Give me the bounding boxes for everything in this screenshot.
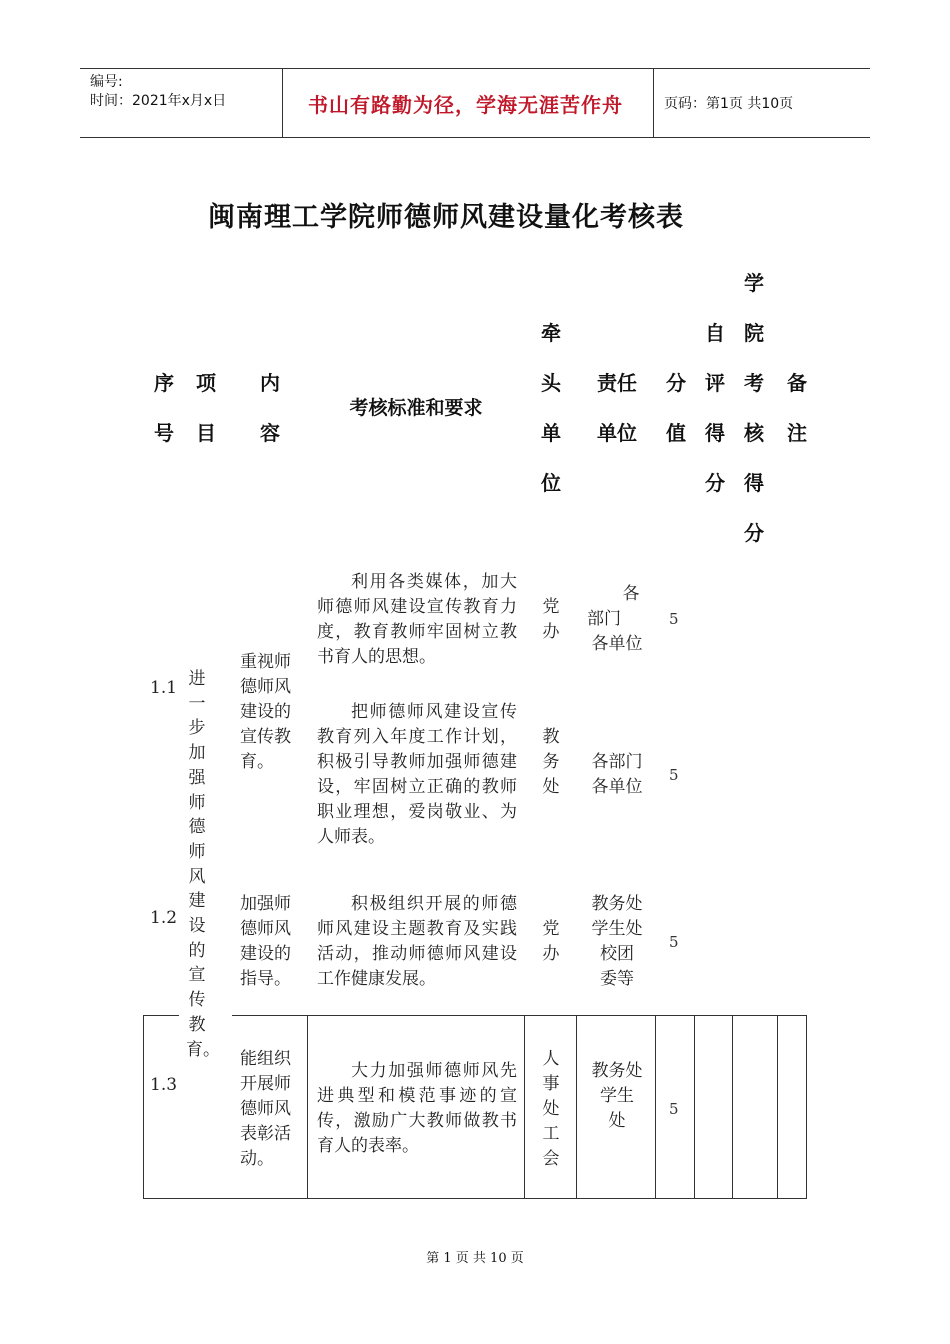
header-divider [653,69,654,137]
header-motto: 书山有路勤为径，学海无涯苦作舟 [308,93,623,117]
col-header-resp-unit: 责任 单位 [597,371,637,445]
document-title: 闽南理工学院师德师风建设量化考核表 [208,202,684,233]
col-header-criteria: 考核标准和要求 [349,397,483,419]
row-content: 加强师德师风建设的指导。 [240,894,291,989]
col-header-content: 内 容 [260,371,280,445]
row-resp-unit: 教务处 学生 处 [591,1061,643,1131]
row-seq: 1.2 [150,908,178,928]
row-content: 重视师德师风建设的宣传教育。 [240,652,291,772]
col-header-self-score: 自 评 得 分 [705,321,725,495]
row-lead-unit: 教务处 [542,727,560,797]
col-header-item: 项 目 [196,371,216,445]
header-meta [90,73,226,111]
row-resp-unit: 各部门 各单位 [591,752,643,797]
row-lead-unit: 党办 [542,919,560,964]
row-score: 5 [669,610,679,628]
header-page-info: 页码：第1页 共10页 [664,96,794,112]
col-header-seq: 序 号 [154,371,174,445]
row-score: 5 [669,1100,679,1118]
row-resp-unit: 各 部门 各单位 [587,584,643,654]
date-label: 时间：2021年x月x日 [90,93,227,109]
row-score: 5 [669,933,679,951]
row-score: 5 [669,766,679,784]
row-criteria: 利用各类媒体，加大师德师风建设宣传教育力度，教育教师牢固树立教书育人的思想。 [317,572,517,667]
doc-number-label: 编号: [90,74,123,90]
col-header-score: 分 值 [666,371,686,445]
col-header-college-score: 学 院 考 核 得 分 [744,271,764,545]
row-lead-unit: 人事处工会 [542,1049,560,1169]
row-resp-unit: 教务处 学生处 校团 委等 [591,894,643,989]
row-criteria: 积极组织开展的师德师风建设主题教育及实践活动，推动师德师风建设工作健康发展。 [317,894,517,989]
row-seq: 1.1 [150,678,178,698]
row-lead-unit: 党办 [542,597,560,642]
category-text: 进一步加强师德师风建设的宣传教育。 [186,669,220,1060]
row-criteria: 大力加强师德师风先进典型和模范事迹的宣传，激励广大教师做教书育人的表率。 [317,1061,517,1156]
page-header [80,68,870,138]
col-header-lead-unit: 牵 头 单 位 [541,321,561,495]
row-criteria: 把师德师风建设宣传教育列入年度工作计划，积极引导教师加强师德建设，牢固树立正确的教师职业理想，爱岗敬业、为人师表。 [317,702,517,847]
col-header-note: 备 注 [787,371,807,445]
page-footer: 第 1 页 共 10 页 [426,1251,524,1266]
row-seq: 1.3 [150,1075,178,1095]
row-content: 能组织开展师德师风表彰活动。 [240,1049,291,1169]
